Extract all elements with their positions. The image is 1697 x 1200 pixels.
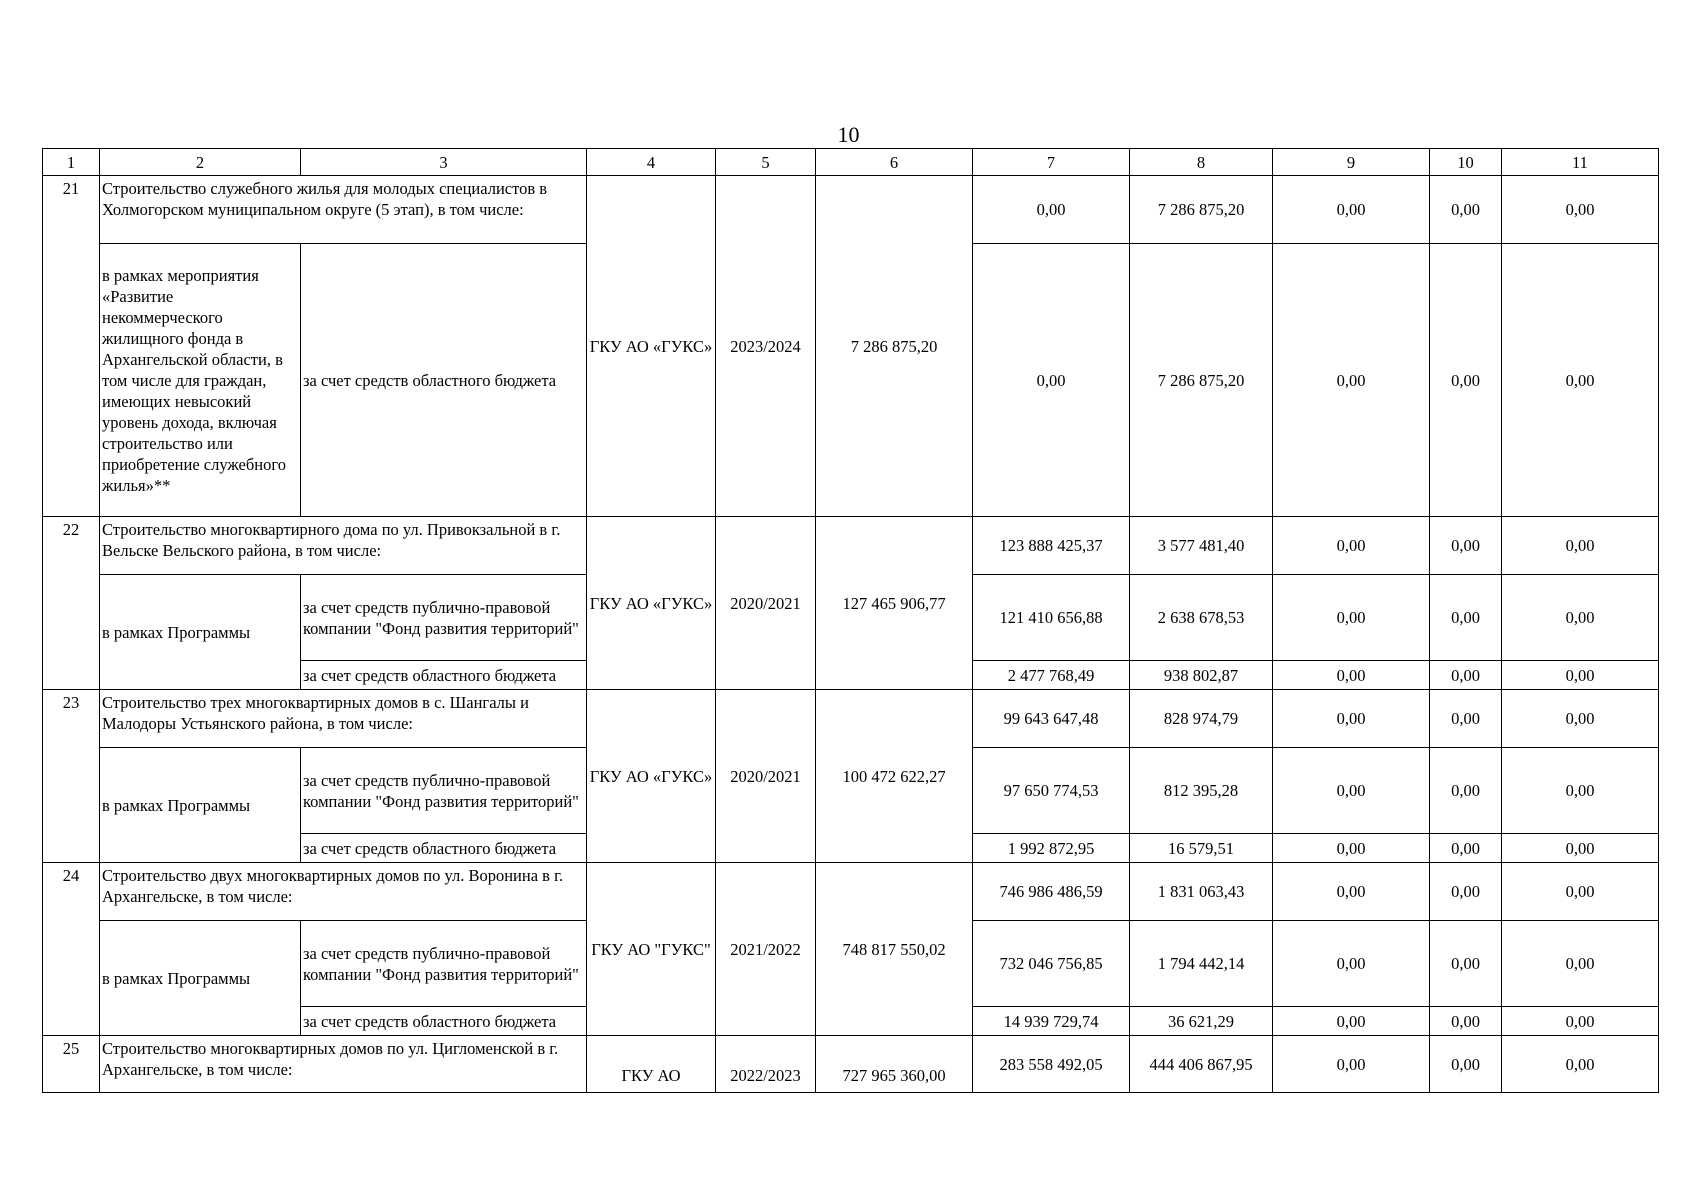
total-amount: 7 286 875,20 (816, 176, 973, 517)
total-amount: 727 965 360,00 (816, 1036, 973, 1093)
sub-label: в рамках Программы (100, 575, 301, 690)
table-row (43, 176, 1659, 244)
amount-cell: 0,00 (1273, 244, 1430, 517)
column-header: 6 (816, 149, 973, 176)
amount-cell: 828 974,79 (1130, 690, 1273, 748)
funding-source: за счет средств публично-правовой компании "Фонд развития территорий" (301, 575, 587, 661)
column-header: 5 (716, 149, 816, 176)
amount-cell: 444 406 867,95 (1130, 1036, 1273, 1093)
amount-cell: 0,00 (1273, 661, 1430, 690)
total-amount: 127 465 906,77 (816, 517, 973, 690)
amount-cell: 0,00 (1502, 1007, 1659, 1036)
period: 2020/2021 (716, 517, 816, 690)
amount-cell: 0,00 (1502, 517, 1659, 575)
amount-cell: 0,00 (1430, 748, 1502, 834)
amount-cell: 3 577 481,40 (1130, 517, 1273, 575)
table-row (43, 863, 1659, 921)
amount-cell: 36 621,29 (1130, 1007, 1273, 1036)
amount-cell: 0,00 (1502, 863, 1659, 921)
amount-cell: 0,00 (1273, 176, 1430, 244)
column-header: 9 (1273, 149, 1430, 176)
amount-cell: 732 046 756,85 (973, 921, 1130, 1007)
total-amount: 100 472 622,27 (816, 690, 973, 863)
table-row (43, 1036, 1659, 1093)
amount-cell: 0,00 (1273, 834, 1430, 863)
amount-cell: 0,00 (1273, 921, 1430, 1007)
period: 2020/2021 (716, 690, 816, 863)
amount-cell: 283 558 492,05 (973, 1036, 1130, 1093)
amount-cell: 0,00 (973, 244, 1130, 517)
organization: ГКУ АО (587, 1036, 716, 1093)
sub-label: в рамках Программы (100, 748, 301, 863)
row-title: Строительство двух многоквартирных домов по ул. Воронина в г. Архангельске, в том числе: (100, 863, 587, 921)
amount-cell: 0,00 (1273, 517, 1430, 575)
amount-cell: 0,00 (1430, 834, 1502, 863)
row-number: 22 (43, 517, 100, 690)
organization: ГКУ АО "ГУКС" (587, 863, 716, 1036)
amount-cell: 99 643 647,48 (973, 690, 1130, 748)
amount-cell: 121 410 656,88 (973, 575, 1130, 661)
amount-cell: 0,00 (1430, 176, 1502, 244)
amount-cell: 0,00 (1430, 244, 1502, 517)
row-title: Строительство служебного жилья для молодых специалистов в Холмогорском муниципальном округе (5 этап), в том числе: (100, 176, 587, 244)
amount-cell: 0,00 (1502, 661, 1659, 690)
amount-cell: 1 794 442,14 (1130, 921, 1273, 1007)
amount-cell: 938 802,87 (1130, 661, 1273, 690)
row-title: Строительство трех многоквартирных домов в с. Шангалы и Малодоры Устьянского района, в том числе: (100, 690, 587, 748)
amount-cell: 0,00 (1430, 690, 1502, 748)
column-header: 1 (43, 149, 100, 176)
amount-cell: 0,00 (1502, 834, 1659, 863)
row-number: 24 (43, 863, 100, 1036)
amount-cell: 0,00 (1430, 921, 1502, 1007)
amount-cell: 0,00 (1430, 1007, 1502, 1036)
organization: ГКУ АО «ГУКС» (587, 176, 716, 517)
sub-label: в рамках Программы (100, 921, 301, 1036)
header-row (43, 149, 1659, 176)
amount-cell: 0,00 (1273, 690, 1430, 748)
organization: ГКУ АО «ГУКС» (587, 690, 716, 863)
total-amount: 748 817 550,02 (816, 863, 973, 1036)
amount-cell: 2 477 768,49 (973, 661, 1130, 690)
amount-cell: 0,00 (1430, 575, 1502, 661)
row-title: Строительство многоквартирного дома по ул. Привокзальной в г. Вельске Вельского района, в том числе: (100, 517, 587, 575)
amount-cell: 0,00 (1502, 575, 1659, 661)
column-header: 3 (301, 149, 587, 176)
amount-cell: 0,00 (1502, 748, 1659, 834)
amount-cell: 812 395,28 (1130, 748, 1273, 834)
period: 2023/2024 (716, 176, 816, 517)
column-header: 10 (1430, 149, 1502, 176)
budget-table (42, 148, 1659, 1093)
column-header: 11 (1502, 149, 1659, 176)
amount-cell: 0,00 (1430, 517, 1502, 575)
funding-source: за счет средств публично-правовой компании "Фонд развития территорий" (301, 748, 587, 834)
sub-label: в рамках мероприятия «Развитие некоммерческого жилищного фонда в Архангельской области, в том числе для граждан, имеющих невысокий уровень дохода, включая строительство или приобретение служебного жилья»** (100, 244, 301, 517)
row-number: 21 (43, 176, 100, 517)
amount-cell: 0,00 (1430, 1036, 1502, 1093)
amount-cell: 2 638 678,53 (1130, 575, 1273, 661)
row-number: 23 (43, 690, 100, 863)
period: 2022/2023 (716, 1036, 816, 1093)
amount-cell: 97 650 774,53 (973, 748, 1130, 834)
row-number: 25 (43, 1036, 100, 1093)
funding-source: за счет средств областного бюджета (301, 661, 587, 690)
amount-cell: 0,00 (1502, 176, 1659, 244)
amount-cell: 0,00 (1502, 690, 1659, 748)
amount-cell: 1 831 063,43 (1130, 863, 1273, 921)
funding-source: за счет средств областного бюджета (301, 1007, 587, 1036)
row-title: Строительство многоквартирных домов по ул. Цигломенской в г. Архангельске, в том числе: (100, 1036, 587, 1093)
column-header: 8 (1130, 149, 1273, 176)
amount-cell: 0,00 (973, 176, 1130, 244)
table-row (43, 517, 1659, 575)
amount-cell: 0,00 (1273, 1036, 1430, 1093)
amount-cell: 123 888 425,37 (973, 517, 1130, 575)
period: 2021/2022 (716, 863, 816, 1036)
organization: ГКУ АО «ГУКС» (587, 517, 716, 690)
column-header: 7 (973, 149, 1130, 176)
amount-cell: 7 286 875,20 (1130, 176, 1273, 244)
funding-source: за счет средств областного бюджета (301, 834, 587, 863)
amount-cell: 0,00 (1273, 863, 1430, 921)
amount-cell: 1 992 872,95 (973, 834, 1130, 863)
funding-source: за счет средств публично-правовой компании "Фонд развития территорий" (301, 921, 587, 1007)
table-row (43, 690, 1659, 748)
column-header: 2 (100, 149, 301, 176)
amount-cell: 0,00 (1273, 748, 1430, 834)
amount-cell: 0,00 (1502, 1036, 1659, 1093)
amount-cell: 14 939 729,74 (973, 1007, 1130, 1036)
amount-cell: 0,00 (1273, 1007, 1430, 1036)
page-number: 10 (837, 122, 860, 147)
amount-cell: 746 986 486,59 (973, 863, 1130, 921)
amount-cell: 0,00 (1502, 921, 1659, 1007)
amount-cell: 16 579,51 (1130, 834, 1273, 863)
amount-cell: 0,00 (1273, 575, 1430, 661)
amount-cell: 7 286 875,20 (1130, 244, 1273, 517)
amount-cell: 0,00 (1502, 244, 1659, 517)
column-header: 4 (587, 149, 716, 176)
amount-cell: 0,00 (1430, 661, 1502, 690)
amount-cell: 0,00 (1430, 863, 1502, 921)
funding-source: за счет средств областного бюджета (301, 244, 587, 517)
